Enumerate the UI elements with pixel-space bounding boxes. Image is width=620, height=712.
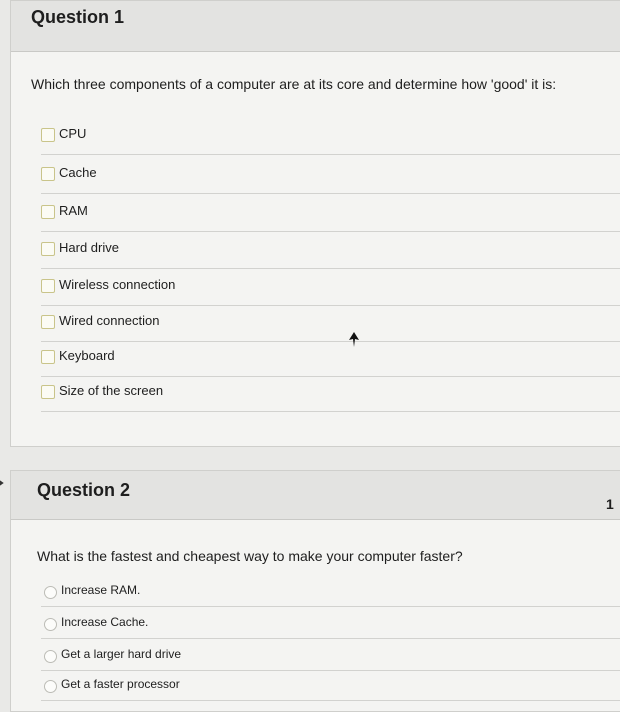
option-larger-hard-drive[interactable]	[41, 639, 620, 671]
checkbox[interactable]	[41, 205, 55, 219]
checkbox[interactable]	[41, 350, 55, 364]
radio-button[interactable]	[44, 680, 57, 693]
left-arrow-icon[interactable]	[0, 472, 10, 494]
question-2-header	[11, 471, 620, 520]
option-label: Hard drive	[59, 240, 119, 255]
option-label: Get a larger hard drive	[61, 647, 182, 661]
checkbox[interactable]	[41, 279, 55, 293]
option-faster-processor[interactable]	[41, 669, 620, 701]
option-ram[interactable]	[41, 195, 620, 232]
checkbox[interactable]	[41, 315, 55, 329]
checkbox[interactable]	[41, 242, 55, 256]
option-label: Increase RAM.	[61, 583, 141, 597]
option-size-of-screen[interactable]	[41, 375, 620, 412]
question-1-title: Question 1	[31, 7, 125, 27]
mouse-pointer-icon	[348, 332, 360, 348]
option-cpu[interactable]	[41, 118, 620, 155]
option-label: Increase Cache.	[61, 615, 149, 629]
radio-button[interactable]	[44, 586, 57, 599]
option-label: Keyboard	[59, 348, 115, 363]
checkbox[interactable]	[41, 128, 55, 142]
option-wireless-connection[interactable]	[41, 269, 620, 306]
option-label: Get a faster processor	[61, 677, 180, 691]
radio-button[interactable]	[44, 650, 57, 663]
question-1-card	[10, 0, 620, 447]
option-label: Cache	[59, 165, 97, 180]
option-label: RAM	[59, 203, 88, 218]
checkbox[interactable]	[41, 385, 55, 399]
option-cache[interactable]	[41, 157, 620, 194]
option-label: Wired connection	[59, 313, 160, 328]
option-label: Size of the screen	[59, 383, 164, 398]
question-1-header	[11, 1, 620, 52]
option-wired-connection[interactable]	[41, 305, 620, 342]
page-number: 1	[606, 496, 614, 512]
option-hard-drive[interactable]	[41, 232, 620, 269]
checkbox[interactable]	[41, 167, 55, 181]
option-increase-cache[interactable]	[41, 607, 620, 639]
option-label: Wireless connection	[59, 277, 176, 292]
question-2-card	[10, 470, 620, 712]
option-increase-ram[interactable]	[41, 575, 620, 607]
radio-button[interactable]	[44, 618, 57, 631]
option-label: CPU	[59, 126, 87, 141]
option-keyboard[interactable]	[41, 340, 620, 377]
question-1-text: Which three components of a computer are at its core and determine how 'good' it is:	[31, 76, 557, 92]
question-2-title: Question 2	[37, 480, 131, 500]
question-2-text: What is the fastest and cheapest way to make your computer faster?	[37, 548, 463, 564]
